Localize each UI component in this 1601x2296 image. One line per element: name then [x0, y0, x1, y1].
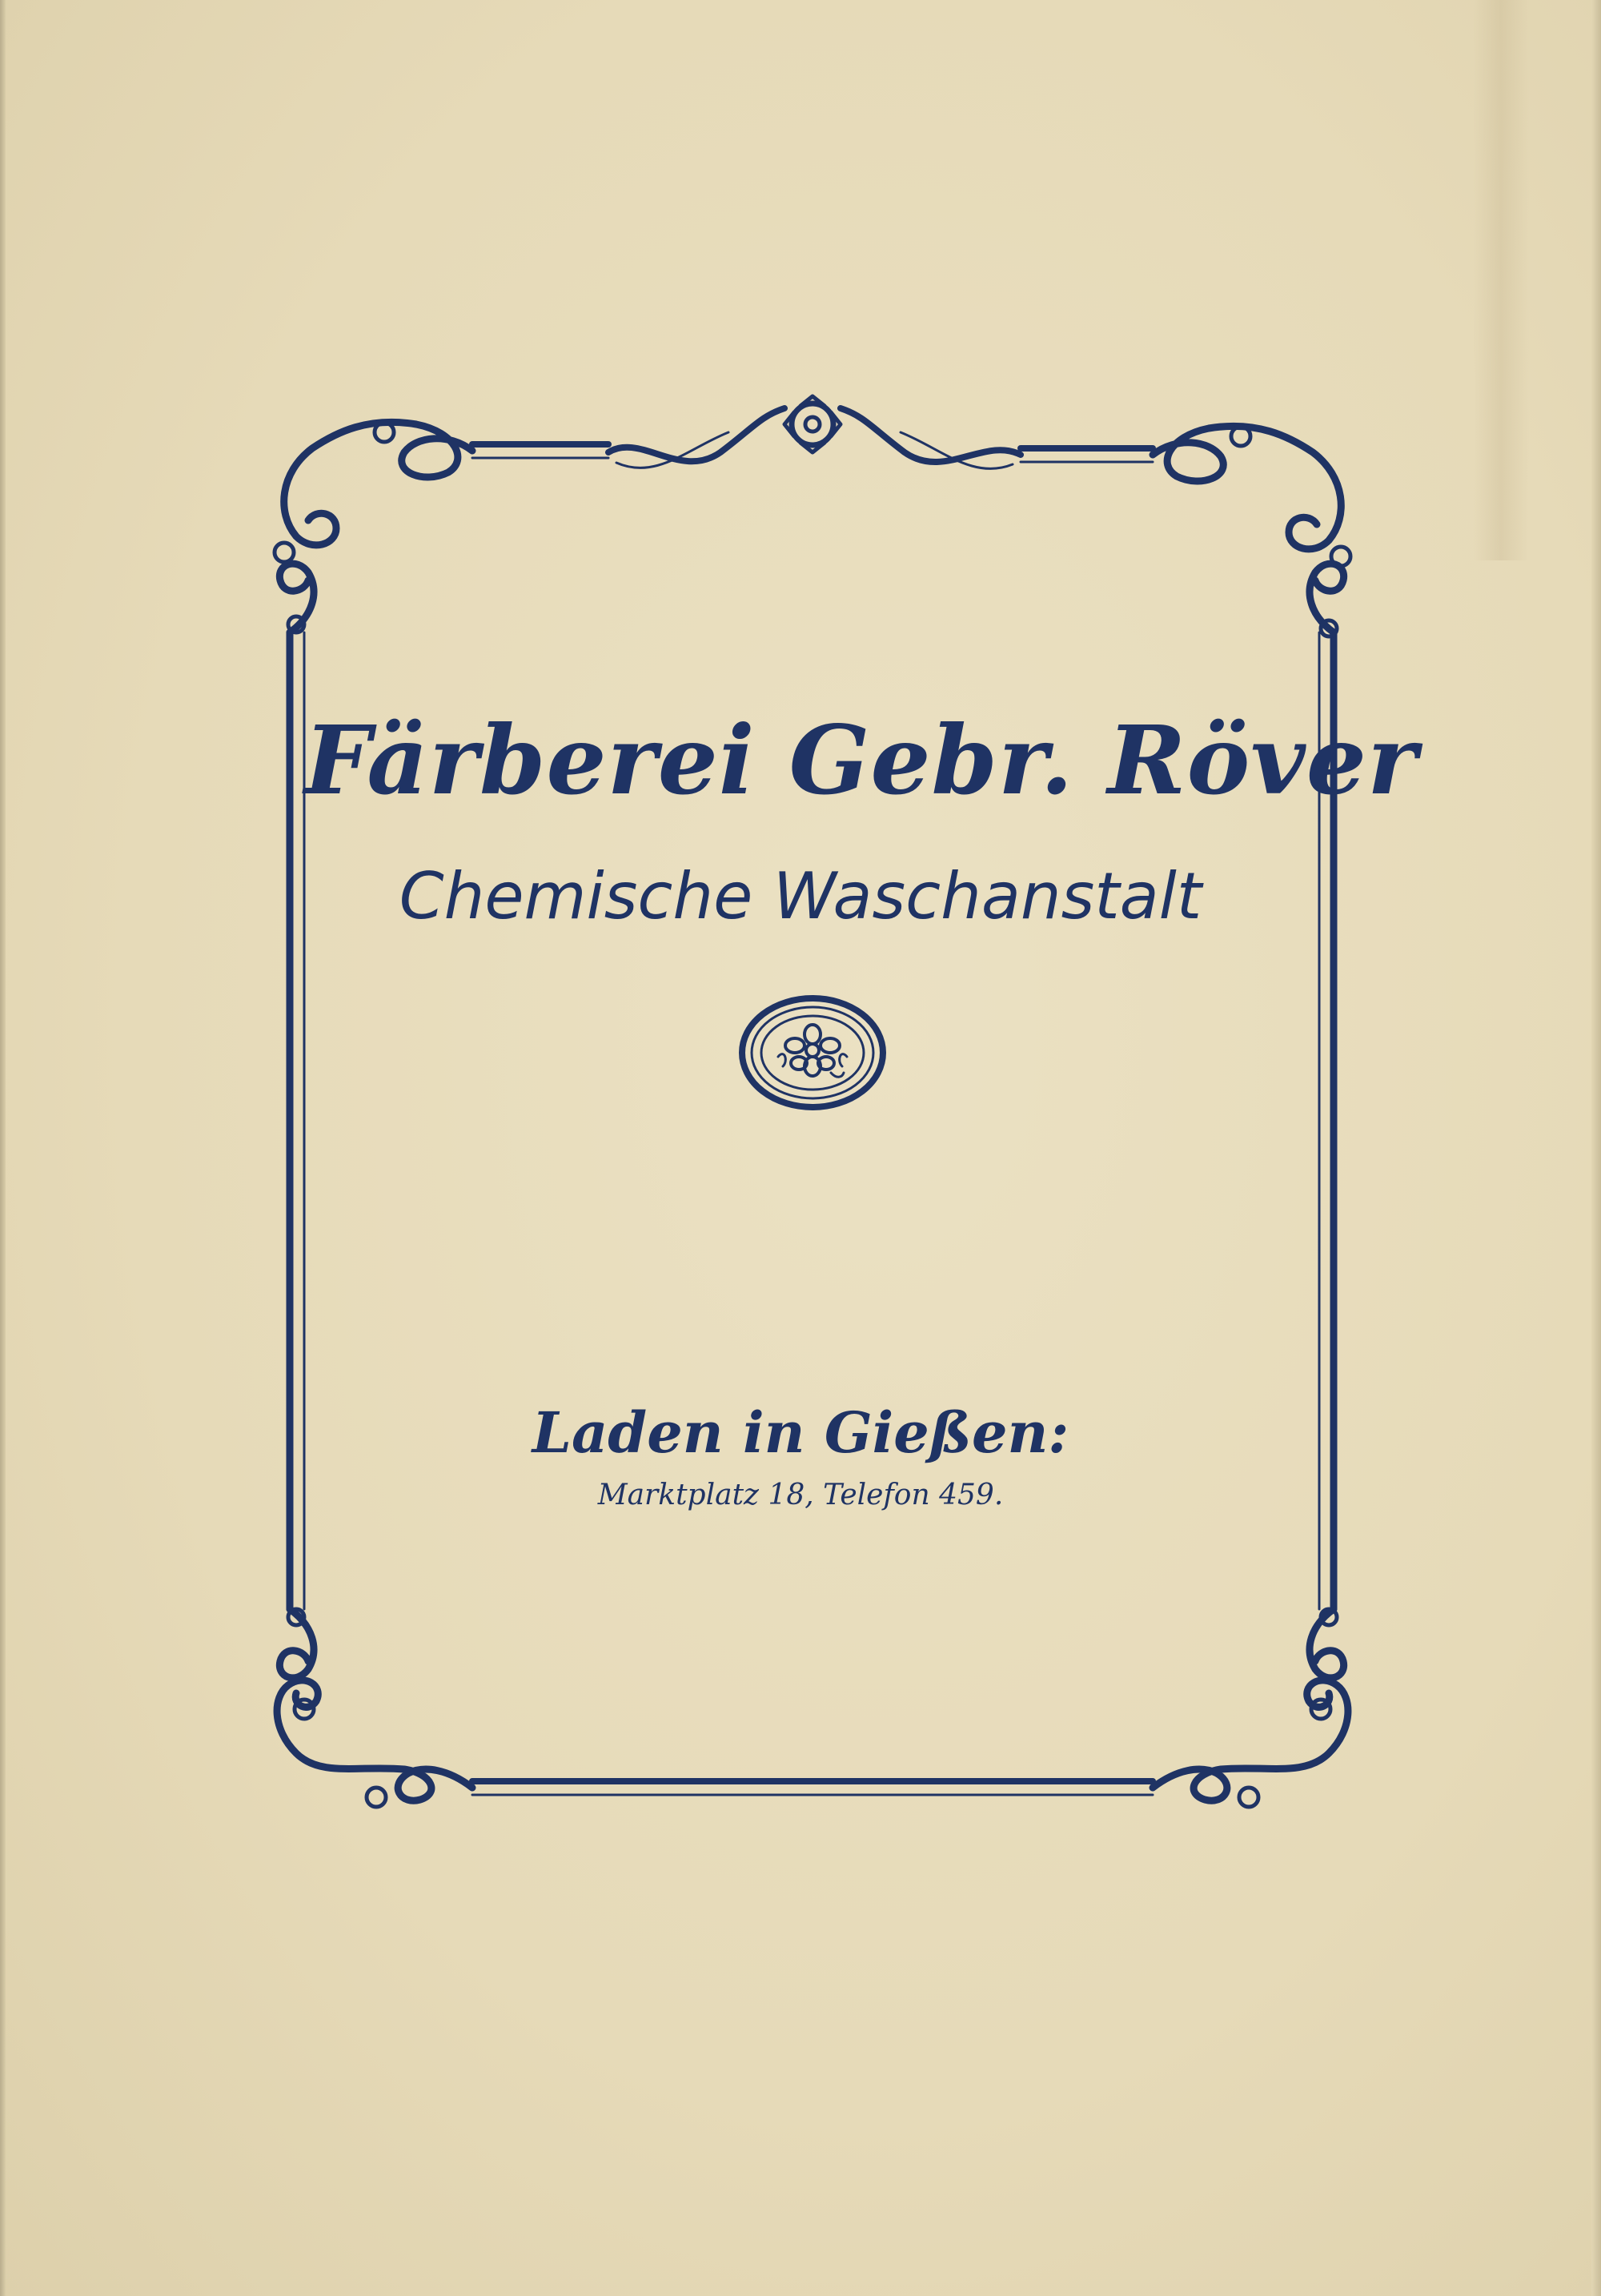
company-subtitle: Chemische Waschanstalt	[399, 859, 1202, 933]
flower-medallion-icon	[736, 993, 889, 1113]
shop-heading: Laden in Gießen:	[532, 1399, 1069, 1466]
shop-address: Marktplatz 18, Telefon 459.	[597, 1479, 1004, 1511]
company-title: Färberei Gebr. Röver	[304, 704, 1418, 816]
